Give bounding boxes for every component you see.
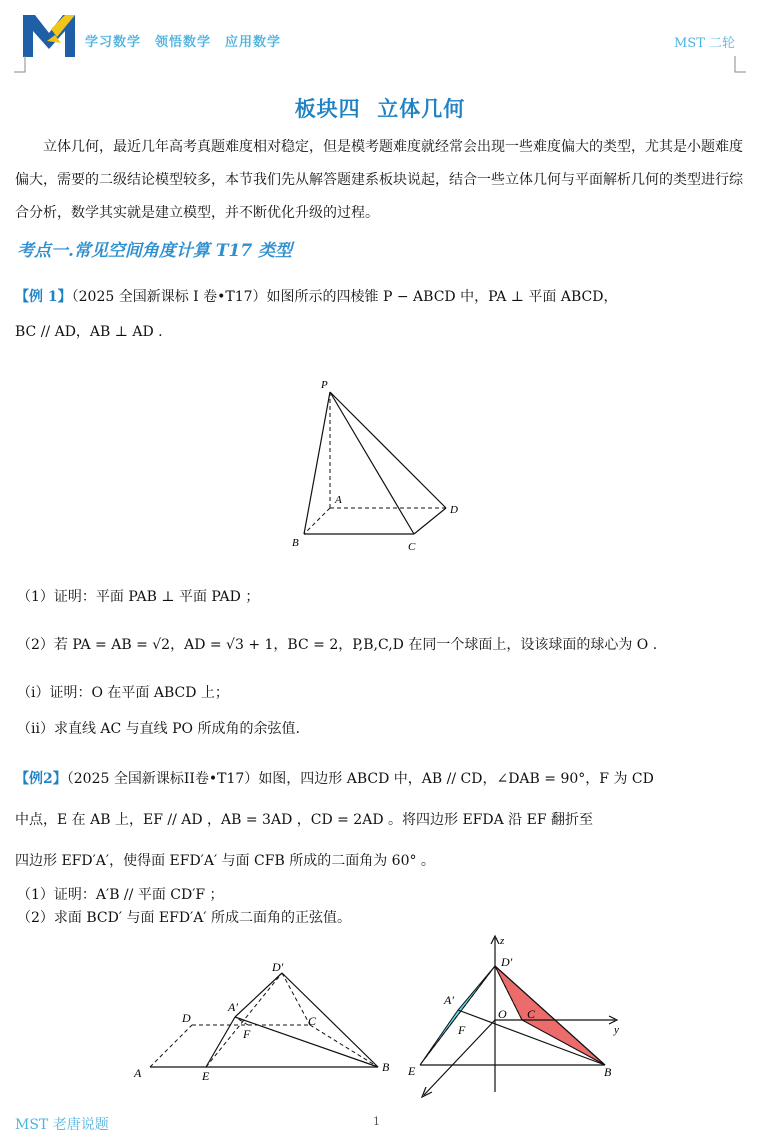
example2-line2: 中点，E 在 AB 上，EF // AD ，AB = 3AD ，CD = 2AD 。将四边形 EFDA 沿 EF 翻折至 <box>15 812 594 828</box>
coord-label-b: B <box>604 1065 612 1079</box>
header-series: MST 二轮 <box>674 36 736 51</box>
coord-label-c: C <box>527 1007 536 1021</box>
header-tagline: 学习数学 领悟数学 应用数学 <box>85 35 282 50</box>
label-a: A <box>335 494 342 506</box>
section-heading: 考点一.常见空间角度计算 T17 类型 <box>17 241 293 261</box>
example1-stem: 如图所示的四棱锥 P − ABCD 中，PA ⊥ 平面 ABCD， <box>266 289 618 305</box>
fold-label-d: D <box>182 1011 191 1025</box>
example1-q2: （2）若 PA = AB = √2，AD = √3 + 1，BC = 2，P,B,C,D 在同一个球面上，设该球面的球心为 O . <box>17 637 658 653</box>
fold-label-a: A <box>134 1066 142 1080</box>
example1-tag: 【例 1】 <box>15 289 72 305</box>
coord-label-e: E <box>408 1064 416 1078</box>
example2-q2: （2）求面 BCD′ 与面 EFD′A′ 所成二面角的正弦值。 <box>17 910 351 926</box>
example2-line3: 四边形 EFD′A′，使得面 EFD′A′ 与面 CFB 所成的二面角为 60° 。 <box>15 853 435 869</box>
corner-mark-right <box>734 56 746 74</box>
coord-label-d1: D′ <box>501 955 513 969</box>
page-title: 板块四 立体几何 <box>294 96 466 121</box>
example2-source: （2025 全国新课标II卷•T17） <box>66 771 259 787</box>
fold-label-d1: D′ <box>272 960 284 974</box>
logo <box>21 11 77 59</box>
mst-logo-icon <box>21 11 77 59</box>
page-number: 1 <box>373 1115 380 1128</box>
pyramid-figure <box>280 370 480 560</box>
example1-q2i: （i）证明：O 在平面 ABCD 上； <box>17 685 229 701</box>
coordinate-figure <box>400 930 635 1100</box>
fold-label-f: F <box>243 1027 251 1041</box>
fold-figure <box>130 955 400 1090</box>
example1-line1 <box>15 286 617 306</box>
label-d: D <box>450 504 458 516</box>
example1-q1: （1）证明：平面 PAB ⊥ 平面 PAD ； <box>17 589 260 605</box>
fold-label-b: B <box>382 1060 390 1074</box>
coord-label-f: F <box>458 1023 466 1037</box>
label-b: B <box>292 537 299 549</box>
coord-label-z: z <box>500 935 505 947</box>
example2-q1: （1）证明：A′B // 平面 CD′F ； <box>17 887 224 903</box>
example2-tag: 【例2】 <box>15 771 67 787</box>
example2-line1 <box>15 768 654 788</box>
label-p: P <box>321 379 328 391</box>
coord-label-a1: A′ <box>444 993 454 1007</box>
intro-paragraph: 立体几何，最近几年高考真题难度相对稳定，但是模考题难度就经常会出现一些难度偏大的类型，尤其是小题难度偏大，需要的二级结论模型较多，本节我们先从解答题建系板块说起，结合一些立体几何与平面解析几何的类型进行综合分析，数学其实就是建立模型，并不断优化升级的过程。 <box>15 139 743 221</box>
label-c: C <box>408 541 416 553</box>
coord-label-y: y <box>614 1024 619 1036</box>
example1-line2: BC // AD，AB ⊥ AD . <box>15 324 163 340</box>
fold-label-e: E <box>202 1069 210 1083</box>
example1-q2ii: （ii）求直线 AC 与直线 PO 所成角的余弦值. <box>17 721 300 737</box>
fold-label-c: C <box>308 1014 317 1028</box>
footer-author: MST 老唐说题 <box>15 1117 109 1133</box>
fold-label-a1: A′ <box>228 1000 238 1014</box>
corner-mark-left <box>14 56 26 74</box>
example1-source: （2025 全国新课标 I 卷•T17） <box>71 289 267 305</box>
example2-stem: 如图，四边形 ABCD 中，AB // CD，∠DAB = 90°，F 为 CD <box>258 771 654 787</box>
coord-label-o: O <box>498 1007 507 1021</box>
